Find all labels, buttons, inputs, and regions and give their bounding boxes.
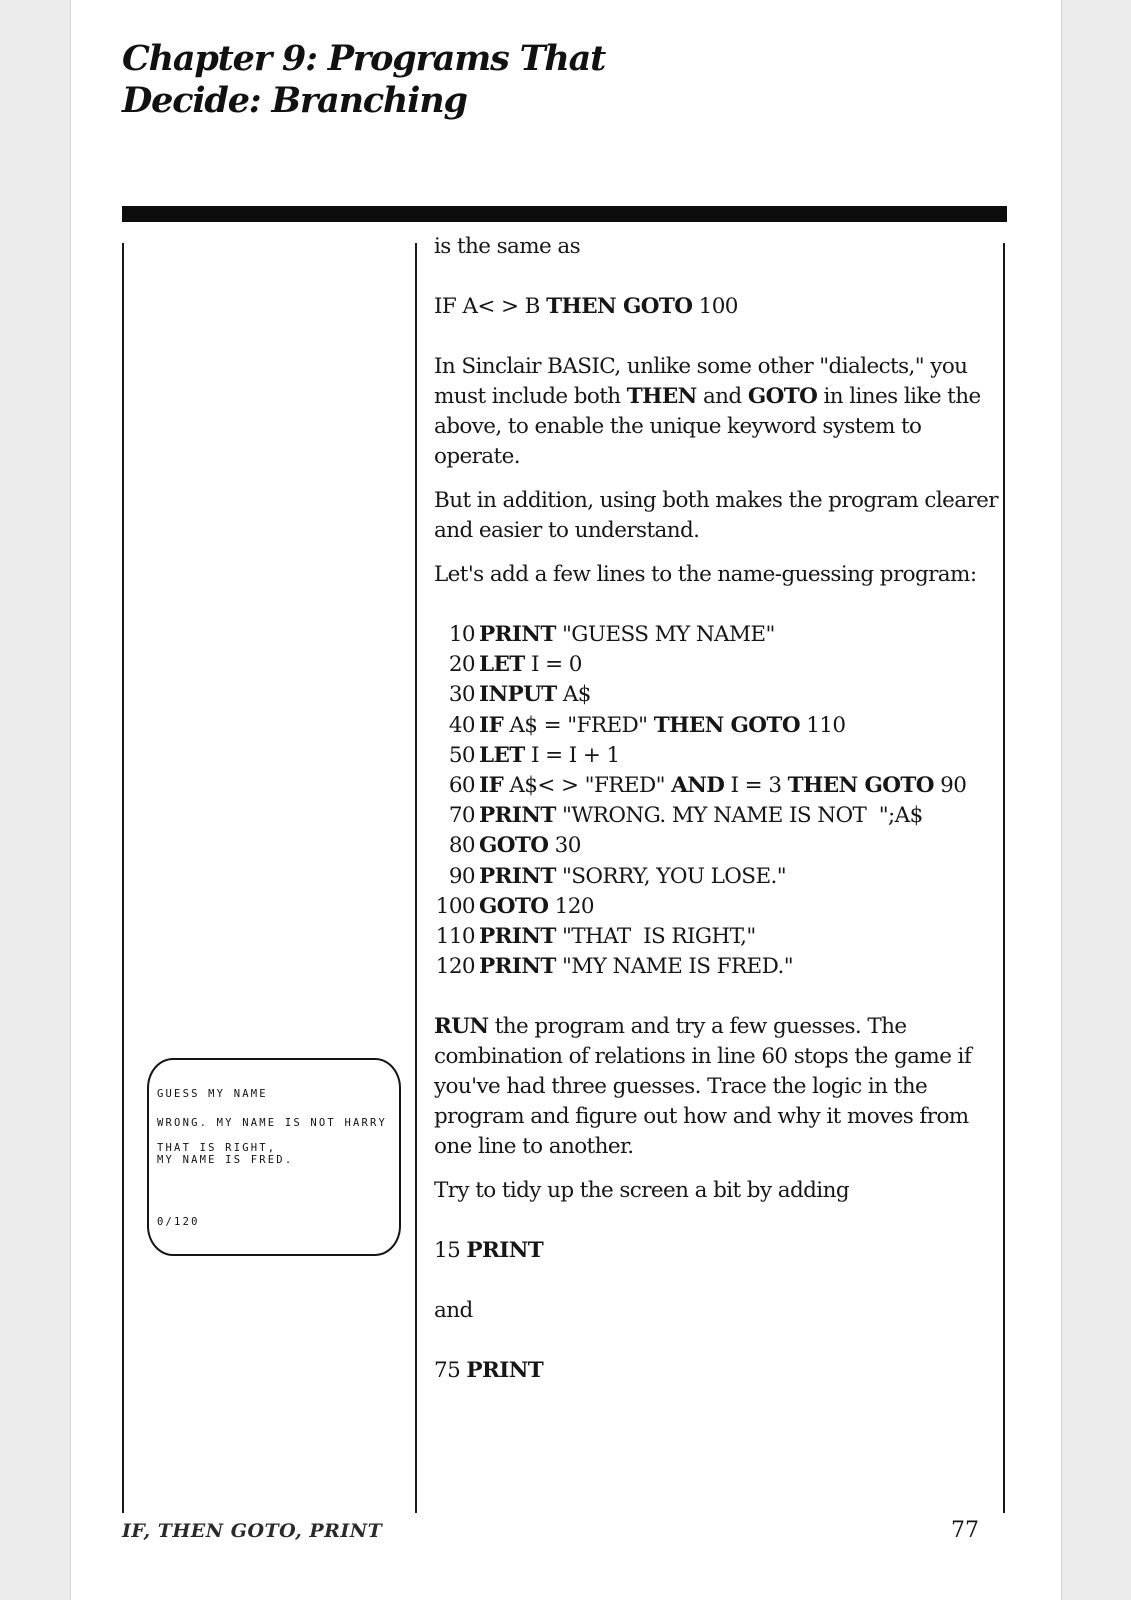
code-text: 120 [548,893,594,919]
code-text: "WRONG. MY NAME IS NOT ";A$ [555,803,923,829]
program-listing [434,620,1004,982]
code-line [434,650,1004,680]
example-line-75-number: 75 [434,1358,467,1384]
footer-topic: IF, THEN GOTO, PRINT [122,1520,383,1542]
chapter-title-line-2: Decide: Branching [122,80,467,121]
code-text: A$ [556,682,591,708]
paragraph-sinclair-text-c: in lines like the above, to enable the unique keyword system to operate. [434,384,981,469]
code-text: "THAT IS RIGHT," [555,924,756,950]
code-line-number: 100 [435,893,475,919]
paragraph-and: and [434,1298,473,1324]
code-text: A$ = "FRED" [503,712,654,738]
screen-line-3: THAT IS RIGHT, [157,1142,277,1154]
header-rule [122,206,1007,222]
code-keyword: PRINT [479,954,556,980]
keyword-goto: GOTO [747,384,818,409]
paragraph-clearer: But in addition, using both makes the program clearer and easier to understand. [434,488,998,543]
code-text: A$< > "FRED" [503,773,672,799]
code-text: "MY NAME IS FRED." [555,954,794,980]
code-text: 90 [933,773,967,799]
keyword-run: RUN [434,1014,489,1040]
paragraph-same-as: is the same as [434,234,581,259]
code-keyword: PRINT [479,863,556,889]
code-line [434,741,1004,771]
example-line-75 [434,1356,1004,1386]
code-line-number: 80 [448,833,475,859]
code-line [434,620,1004,650]
code-text: "GUESS MY NAME" [555,622,775,647]
code-line-number: 90 [448,863,475,889]
book-page [70,0,1062,1600]
code-line-number: 60 [448,773,475,799]
code-keyword: GOTO [479,893,549,919]
example-line-75-keyword: PRINT [466,1358,544,1384]
code-keyword: GOTO [479,833,549,859]
code-line-number: 30 [448,682,475,708]
page-number: 77 [951,1518,979,1543]
code-text: "SORRY, YOU LOSE." [555,863,787,889]
code-keyword: PRINT [479,924,556,950]
paragraph-tidy-up: Try to tidy up the screen a bit by adding [434,1178,849,1204]
code-line-number: 20 [448,652,475,678]
code-text: I = 3 [724,773,788,799]
code-line [434,771,1004,801]
middle-column-rule [415,243,417,1513]
example-line-15-keyword: PRINT [466,1238,544,1264]
example-line-15-number: 15 [434,1238,467,1264]
code-line [434,892,1004,922]
code-keyword: LET [479,742,525,768]
code-keyword: IF [479,712,504,738]
main-text-column [434,232,1004,1386]
left-margin-rule [122,243,124,1513]
screen-line-4: MY NAME IS FRED. [157,1154,294,1166]
paragraph-sinclair-text-a: In Sinclair BASIC, unlike some other "dialects," you must include both [434,354,968,409]
example-if-keyword: THEN GOTO [546,294,693,319]
example-line-15 [434,1236,1004,1266]
code-keyword: IF [479,773,504,799]
paragraph-add-lines: Let's add a few lines to the name-guessing program: [434,562,977,587]
chapter-title-line-1: Chapter 9: Programs That [122,38,606,79]
paragraph-run-program [434,1012,1004,1162]
example-if-statement [434,292,1004,322]
code-line-number: 120 [435,954,475,980]
example-if-prefix: IF A< > B [434,294,547,319]
code-line [434,831,1004,861]
code-keyword: INPUT [479,682,557,708]
code-line [434,711,1004,741]
code-line [434,952,1004,982]
screen-line-1: GUESS MY NAME [157,1088,268,1100]
keyword-then: THEN [626,384,697,409]
screen-line-2: WRONG. MY NAME IS NOT HARRY [157,1117,388,1129]
code-keyword: AND [671,773,725,799]
code-keyword: PRINT [479,622,556,647]
code-text: I = 0 [524,652,582,678]
example-if-suffix: 100 [692,294,738,319]
code-text: 110 [799,712,846,738]
paragraph-sinclair-basic [434,352,1004,472]
paragraph-run-text: the program and try a few guesses. The combination of relations in line 60 stops the game if you've had three guesses. Trace the logic in the program and figure out how and why it moves from one line to another. [434,1014,972,1160]
tv-screen-illustration [147,1058,401,1256]
code-keyword: THEN GOTO [787,773,934,799]
code-line-number: 50 [448,742,475,768]
chapter-title [122,38,605,122]
paragraph-sinclair-text-b: and [696,384,748,409]
code-line-number: 70 [448,803,475,829]
code-text: 30 [548,833,581,859]
code-line-number: 10 [448,622,475,647]
code-keyword: LET [479,652,525,678]
code-keyword: THEN GOTO [653,712,800,738]
code-line-number: 40 [448,712,475,738]
code-line [434,801,1004,831]
code-line [434,680,1004,710]
code-keyword: PRINT [479,803,556,829]
code-line [434,862,1004,892]
code-line [434,922,1004,952]
screen-status-line: 0/120 [157,1216,200,1228]
code-line-number: 110 [435,924,475,950]
code-text: I = I + 1 [524,742,620,768]
